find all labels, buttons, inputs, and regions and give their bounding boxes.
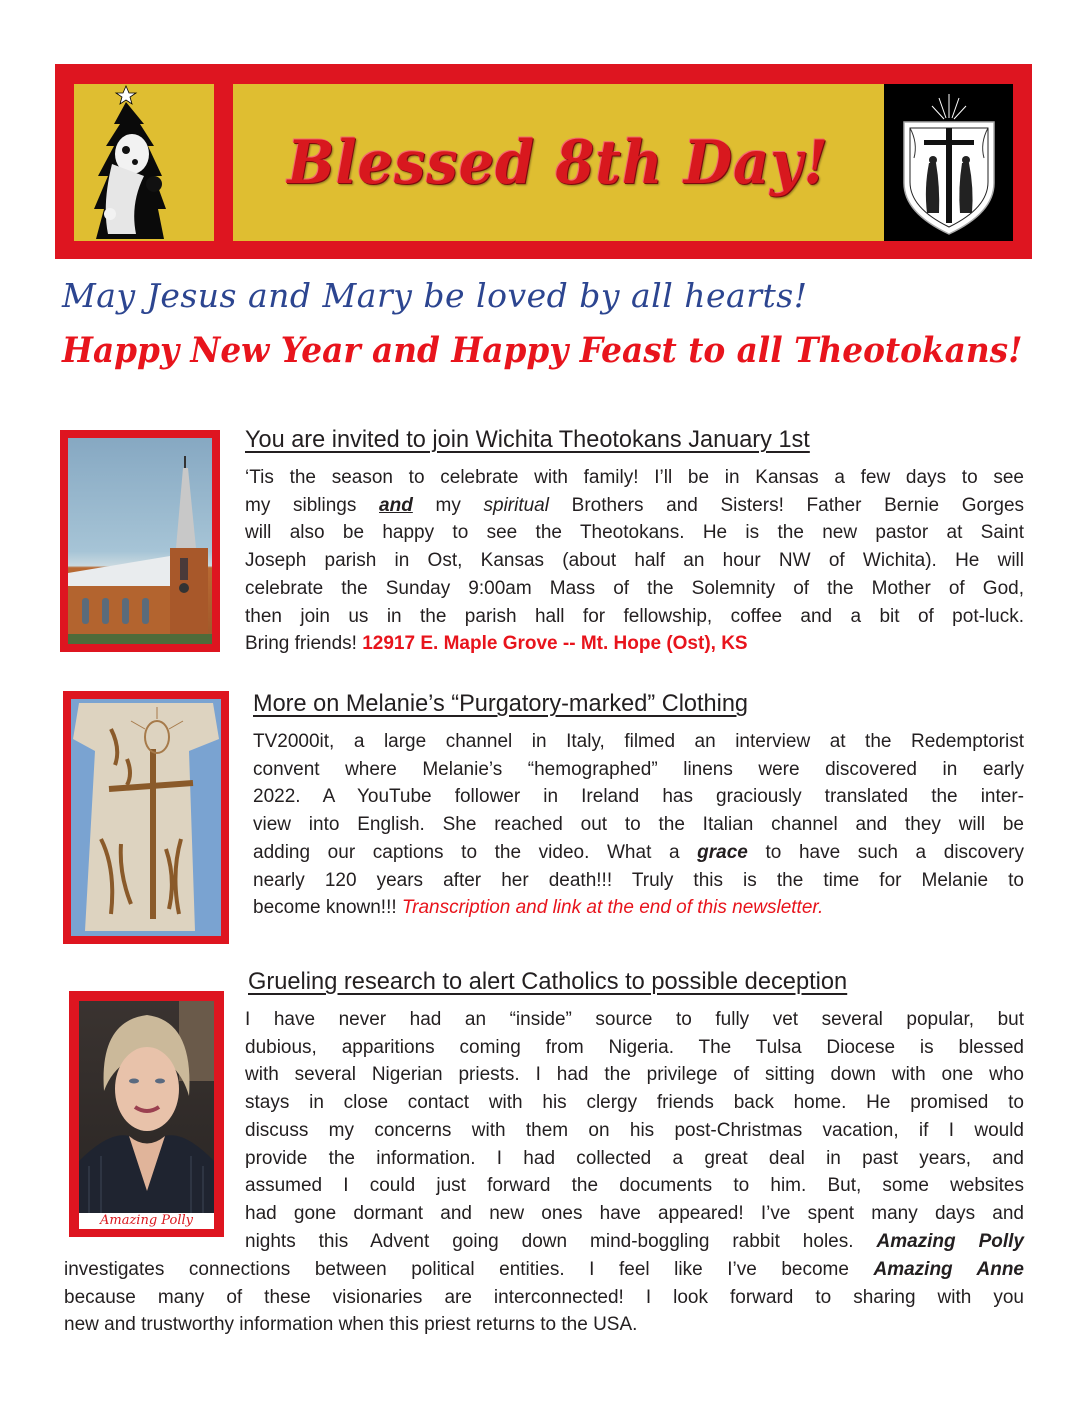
article-heading: More on Melanie’s “Purgatory-marked” Clothing — [253, 690, 749, 717]
body-line: adding our captions to the video. What a grace to have such a discovery — [253, 841, 1025, 863]
body-line: will also be happy to see the Theotokans. He is the new pastor at Saint — [245, 522, 1024, 544]
crucifixion-shield-icon — [884, 84, 1013, 241]
article-heading: Grueling research to alert Catholics to possible deception — [248, 968, 848, 995]
body-line: dubious, apparitions coming from Nigeria. The Tulsa Diocese is blessed — [245, 1036, 1024, 1058]
amazing-polly-portrait-photo — [79, 1001, 214, 1213]
body-line: discuss my concerns with them on his post-Christmas vacation, if I would — [245, 1119, 1024, 1141]
photo-caption: Amazing Polly — [79, 1213, 214, 1229]
transcription-note: Transcription and link at the end of this newsletter. — [401, 897, 824, 919]
body-line: stays in close contact with his clergy friends back home. He promised to — [245, 1092, 1024, 1114]
greeting-line-1: May Jesus and Mary be loved by all hearts! — [62, 276, 808, 315]
body-line: 2022. A YouTube follower in Ireland has graciously translated the inter- — [253, 786, 1024, 808]
body-line: nights this Advent going down mind-boggling rabbit holes. Amazing Polly — [245, 1230, 1024, 1252]
body-line: celebrate the Sunday 9:00am Mass of the Solemnity of the Mother of God, — [245, 577, 1024, 599]
church-photo-frame — [60, 430, 220, 652]
body-line: my siblings and my spiritual Brothers and Sisters! Father Bernie Gorges — [245, 494, 1025, 516]
emphasis-grace: grace — [697, 841, 748, 863]
amazing-polly-portrait-photo — [79, 1001, 214, 1213]
body-line: convent where Melanie’s “hemographed” linens were discovered in early — [253, 758, 1024, 780]
purgatory-marked-garment-photo — [71, 699, 221, 936]
emphasis-and: and — [379, 494, 413, 516]
crucifixion-shield-icon — [894, 88, 1004, 238]
newsletter-banner — [55, 64, 1032, 259]
body-line: provide the information. I had collected a great deal in past years, and — [245, 1147, 1024, 1169]
emphasis-amazing-anne: Amazing Anne — [873, 1259, 1024, 1280]
article-heading: You are invited to join Wichita Theotokans January 1st — [245, 426, 810, 453]
body-line: I have never had an “inside” source to fully vet several popular, but — [245, 1009, 1024, 1030]
body-line: investigates connections between political entities. I feel like I’ve become Amazing Anne — [64, 1259, 1024, 1280]
article-body — [253, 728, 1024, 922]
banner-title: Blessed 8th Day! — [287, 127, 830, 198]
body-line: assumed I could just forward the documents to him. But, some websites — [245, 1175, 1024, 1197]
body-line: then join us in the parish hall for fellowship, coffee and a bit of pot-luck. — [245, 605, 1024, 627]
emphasis-amazing-polly: Amazing Polly — [876, 1230, 1024, 1252]
article-body-continued — [64, 1256, 1024, 1339]
body-line: ‘Tis the season to celebrate with family! I’ll be in Kansas a few days to see — [245, 467, 1024, 488]
body-line: had gone dormant and new ones have appeared! I’ve spent many days and — [245, 1202, 1024, 1224]
body-line: Bring friends! 12917 E. Maple Grove -- Mt. Hope (Ost), KS — [245, 633, 748, 655]
body-line: view into English. She reached out to the Italian channel and they will be — [253, 814, 1024, 836]
greeting-line-2: Happy New Year and Happy Feast to all Theotokans! — [62, 330, 1023, 371]
church-photo — [68, 438, 212, 644]
body-line: TV2000it, a large channel in Italy, filmed an interview at the Redemptorist — [253, 731, 1024, 752]
body-line: because many of these visionaries are interconnected! I look forward to sharing with you — [64, 1286, 1024, 1308]
portrait-photo-frame — [69, 991, 224, 1237]
body-line: new and trustworthy information when this priest returns to the USA. — [64, 1314, 638, 1336]
body-line: nearly 120 years after her death!!! Truly this is the time for Melanie to — [253, 869, 1024, 891]
body-line: Joseph parish in Ost, Kansas (about half an hour NW of Wichita). He will — [245, 550, 1024, 572]
garment-photo-frame — [63, 691, 229, 944]
body-line: with several Nigerian priests. I had the privilege of sitting down with one who — [245, 1064, 1024, 1086]
purgatory-marked-garment-photo — [71, 699, 221, 936]
madonna-christmas-tree-icon — [74, 84, 214, 241]
event-address: 12917 E. Maple Grove -- Mt. Hope (Ost), KS — [362, 633, 748, 655]
madonna-christmas-tree-icon — [74, 84, 214, 241]
article-body — [245, 1006, 1024, 1255]
article-body — [245, 464, 1024, 658]
banner-title-panel — [233, 84, 884, 241]
church-photo — [68, 438, 212, 644]
body-line: become known!!! Transcription and link at the end of this newsletter. — [253, 897, 824, 919]
emphasis-spiritual: spiritual — [483, 494, 549, 516]
